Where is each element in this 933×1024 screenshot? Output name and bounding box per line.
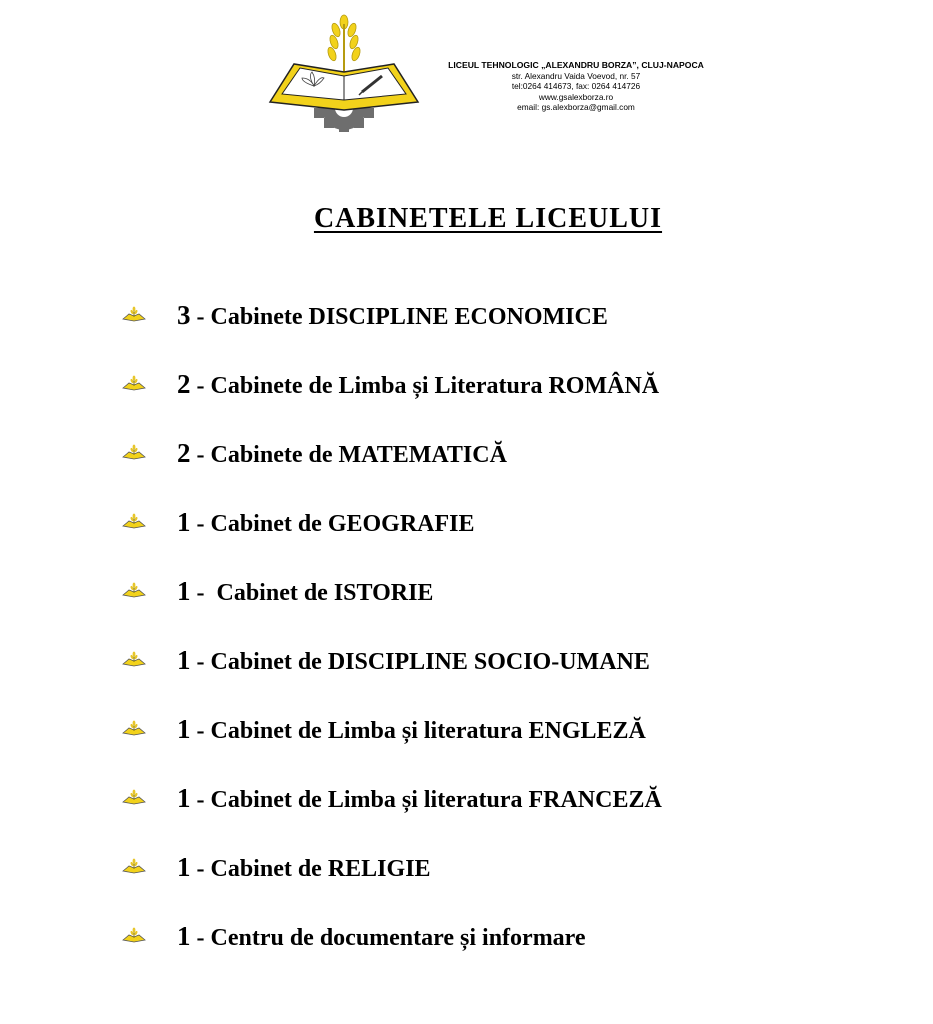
list-item-text [177, 781, 662, 817]
book-bullet-icon [122, 513, 146, 529]
school-name: LICEUL TEHNOLOGIC „ALEXANDRU BORZA”, CLUJ-NAPOCA [448, 60, 704, 70]
list-item-text [177, 643, 650, 679]
cabinet-description: - Cabinet de RELIGIE [190, 856, 431, 882]
page-title [0, 203, 933, 235]
book-bullet-icon [122, 651, 146, 667]
list-item-text [177, 574, 433, 610]
school-contact-block [426, 60, 726, 113]
book-bullet-icon [122, 582, 146, 598]
letterhead [264, 14, 724, 134]
book-bullet-icon [122, 927, 146, 943]
cabinet-count: 2 [177, 369, 191, 399]
list-item-text [177, 505, 475, 541]
list-item-text [177, 436, 507, 472]
cabinet-count: 1 [177, 783, 191, 813]
book-bullet-icon [122, 789, 146, 805]
list-item-text [177, 850, 431, 886]
cabinet-description: - Cabinet de GEOGRAFIE [190, 511, 475, 537]
cabinet-description: - Cabinete DISCIPLINE ECONOMICE [190, 304, 608, 330]
cabinet-description: - Cabinete de Limba și Literatura ROMÂNĂ [190, 373, 660, 399]
list-item-text [177, 919, 586, 955]
school-phone-fax: tel:0264 414673, fax: 0264 414726 [511, 81, 641, 91]
school-email: email: gs.alexborza@gmail.com [517, 102, 635, 112]
cabinet-description: - Cabinet de ISTORIE [190, 580, 434, 606]
cabinet-description: - Cabinete de MATEMATICĂ [190, 442, 507, 468]
cabinet-count: 1 [177, 852, 191, 882]
cabinet-count: 1 [177, 507, 191, 537]
school-website: www.gsalexborza.ro [538, 91, 614, 102]
book-bullet-icon [122, 444, 146, 460]
cabinet-count: 1 [177, 921, 191, 951]
cabinet-description: - Centru de documentare și informare [190, 925, 586, 951]
book-bullet-icon [122, 306, 146, 322]
book-bullet-icon [122, 375, 146, 391]
list-item-text [177, 367, 659, 403]
book-bullet-icon [122, 858, 146, 874]
cabinet-description: - Cabinet de Limba și literatura ENGLEZĂ [190, 718, 646, 744]
school-address: str. Alexandru Vaida Voevod, nr. 57 [511, 70, 641, 81]
cabinet-count: 3 [177, 300, 191, 330]
cabinet-count: 2 [177, 438, 191, 468]
cabinet-description: - Cabinet de Limba și literatura FRANCEZĂ [190, 787, 662, 813]
cabinet-count: 1 [177, 576, 191, 606]
cabinet-count: 1 [177, 714, 191, 744]
list-item-text [177, 712, 646, 748]
book-bullet-icon [122, 720, 146, 736]
list-item-text [177, 298, 608, 334]
cabinet-count: 1 [177, 645, 191, 675]
school-logo [264, 14, 424, 132]
cabinet-description: - Cabinet de DISCIPLINE SOCIO-UMANE [190, 649, 650, 675]
page-title-text: CABINETELE LICEULUI [313, 203, 663, 234]
